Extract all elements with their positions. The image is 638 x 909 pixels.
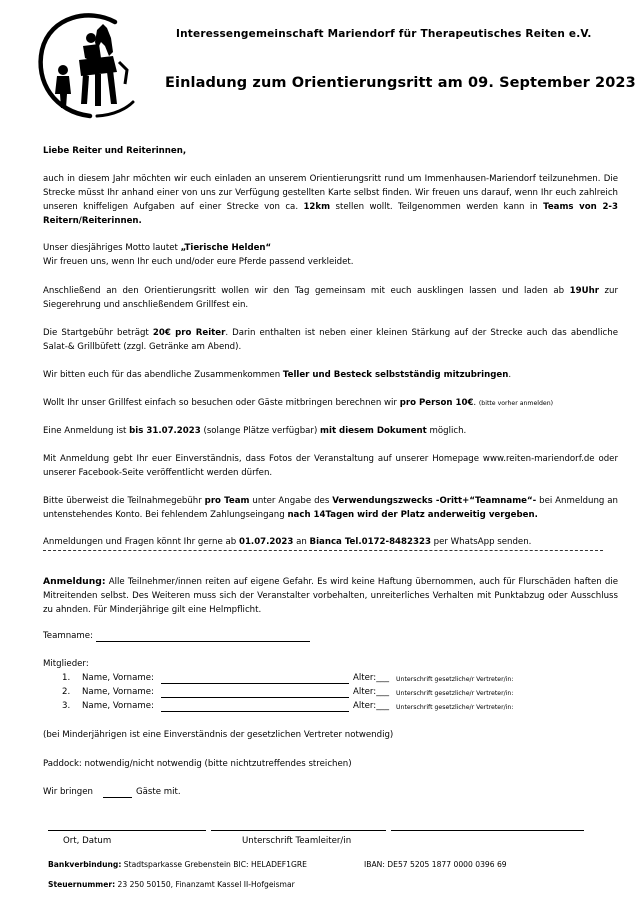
member-age-field[interactable]: Alter:___	[353, 687, 390, 697]
bank-details: Bankverbindung: Stadtsparkasse Grebenstein BIC: HELADEF1GRE	[48, 860, 307, 869]
member-name-field[interactable]	[161, 683, 349, 684]
place-date-line[interactable]	[48, 830, 206, 831]
member-age-field[interactable]: Alter:___	[353, 673, 390, 683]
iban: IBAN: DE57 5205 1877 0000 0396 69	[364, 860, 507, 869]
member-age-field[interactable]: Alter:___	[353, 701, 390, 711]
paragraph-cutlery: Wir bitten euch für das abendliche Zusammenkommen Teller und Besteck selbstständig mitzubringen.	[43, 370, 512, 380]
guests-label-end: Gäste mit.	[136, 787, 181, 797]
team-leader-signature-line[interactable]	[211, 830, 386, 831]
page-title: Einladung zum Orientierungsritt am 09. September 2023	[165, 75, 636, 91]
members-label: Mitglieder:	[43, 659, 89, 669]
paragraph-evening: Anschließend an den Orientierungsritt wollen wir den Tag gemeinsam mit euch ausklingen lassen und laden ab 19Uhr zur Siegerehrung und anschließendem Grillfest ein.	[43, 286, 618, 310]
teamname-label: Teamname:	[43, 631, 93, 641]
organization-name: Interessengemeinschaft Mariendorf für Therapeutisches Reiten e.V.	[176, 28, 592, 40]
paragraph-photos: Mit Anmeldung gebt Ihr euer Einverständnis, dass Fotos der Veranstaltung auf unserer Homepage www.reiten-mariendorf.de oder unserer Facebook-Seite veröffentlicht werden dürfen.	[43, 454, 618, 478]
member-number: 3.	[62, 701, 71, 711]
member-name-field[interactable]	[161, 697, 349, 698]
teamname-field[interactable]	[96, 641, 310, 642]
club-logo	[35, 12, 145, 120]
greeting: Liebe Reiter und Reiterinnen,	[43, 146, 187, 156]
cut-line	[43, 550, 603, 551]
paragraph-motto: Unser diesjähriges Motto lautet „Tierische Helden“ Wir freuen uns, wenn Ihr euch und/oder eure Pferde passend verkleidet.	[43, 243, 354, 267]
paragraph-intro: auch in diesem Jahr möchten wir euch einladen an unserem Orientierungsritt rund um Immenhausen-Mariendorf teilzunehmen. Die Strecke müsst Ihr anhand einer von uns zur Verfügung gestellten Karte selbst finden. Wir freuen uns darauf, wenn Ihr euch zahlreich unseren kniffeligen Aufgaben auf einer Strecke von ca. 12km stellen wollt. Teilgenommen werden kann in Teams von 2-3 Reitern/Reiterinnen.	[43, 174, 618, 226]
paragraph-payment: Bitte überweist die Teilnahmegebühr pro Team unter Angabe des Verwendungszwecks -Oritt+“Teamname“- bei Anmeldung an untenstehendes Konto. Bei fehlendem Zahlungseingang nach 14Tagen wird der Platz anderweitig vergeben.	[43, 496, 618, 520]
member-number: 2.	[62, 687, 71, 697]
guardian-signature-label: Unterschrift gesetzliche/r Vertreter/in:	[396, 676, 514, 683]
paddock-option: Paddock: notwendig/nicht notwendig (bitte nichtzutreffendes streichen)	[43, 759, 352, 769]
member-name-label: Name, Vorname:	[82, 687, 154, 697]
paragraph-deadline: Eine Anmeldung ist bis 31.07.2023 (solange Plätze verfügbar) mit diesem Dokument möglich.	[43, 426, 467, 436]
place-date-label: Ort, Datum	[63, 836, 112, 846]
paragraph-contact: Anmeldungen und Fragen könnt Ihr gerne ab 01.07.2023 an Bianca Tel.0172-8482323 per WhatsApp senden.	[43, 537, 532, 547]
extra-signature-line[interactable]	[391, 830, 584, 831]
member-name-label: Name, Vorname:	[82, 701, 154, 711]
minor-consent-note: (bei Minderjährigen ist eine Einverständnis der gesetzlichen Vertreter notwendig)	[43, 730, 394, 740]
paragraph-fee: Die Startgebühr beträgt 20€ pro Reiter. Darin enthalten ist neben einer kleinen Stärkung auf der Strecke auch das abendliche Salat-& Grillbüfett (zzgl. Getränke am Abend).	[43, 328, 618, 352]
member-name-label: Name, Vorname:	[82, 673, 154, 683]
team-leader-signature-label: Unterschrift Teamleiter/in	[242, 836, 352, 846]
guests-label: Wir bringen	[43, 787, 93, 797]
guests-count-field[interactable]	[103, 797, 132, 798]
guardian-signature-label: Unterschrift gesetzliche/r Vertreter/in:	[396, 690, 514, 697]
tax-number: Steuernummer: 23 250 50150, Finanzamt Kassel II-Hofgeismar	[48, 880, 295, 889]
paragraph-guests: Wollt Ihr unser Grillfest einfach so besuchen oder Gäste mitbringen berechnen wir pro Person 10€. (bitte vorher anmelden)	[43, 398, 554, 408]
member-number: 1.	[62, 673, 71, 683]
member-name-field[interactable]	[161, 711, 349, 712]
registration-disclaimer: Anmeldung: Alle Teilnehmer/innen reiten auf eigene Gefahr. Es wird keine Haftung übernommen, auch für Flurschäden haften die Mitreitenden selbst. Des Weiteren muss sich der Veranstalter vorbehalten, unreiterliches Verhalten mit Punktabzug oder Ausschluss zu ahnden. Für Minderjährige gilt eine Helmpflicht.	[43, 576, 618, 615]
guardian-signature-label: Unterschrift gesetzliche/r Vertreter/in:	[396, 704, 514, 711]
